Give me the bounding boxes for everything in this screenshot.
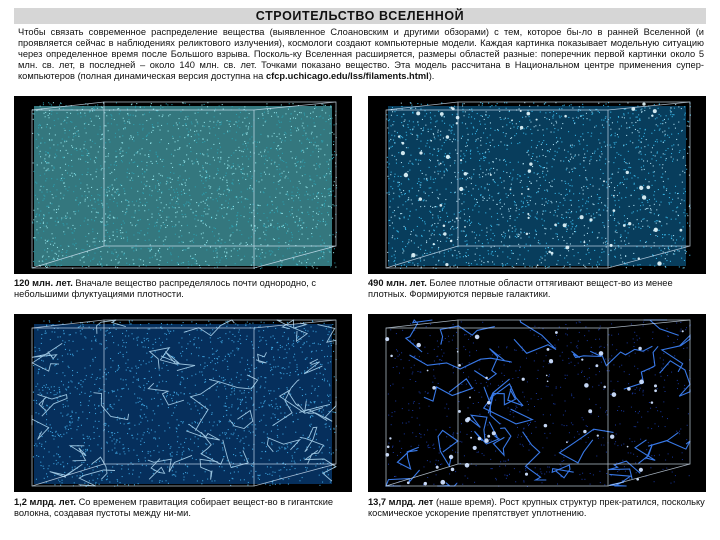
matter-points [386,102,691,269]
caption-time-490-myr: 490 млн. лет. [368,278,427,288]
caption-time-1-2-gyr: 1,2 млрд. лет. [14,497,76,507]
panel-490-myr [368,96,706,274]
caption-120-myr [14,278,352,300]
simulation-image-120-myr [14,96,352,274]
panel-1-2-gyr [14,314,352,492]
caption-text-490-myr: Более плотные области оттягивают вещест-во из менее плотных. Формируются первые галактики. [368,278,673,300]
caption-text-13-7-gyr: (наше время). Рост крупных структур прек-ратился, поскольку космическое ускорение препятствует уплотнению. [368,497,705,519]
page [14,8,706,536]
intro-link[interactable]: cfcp.uchicago.edu/lss/filaments.html [265,71,429,82]
simulation-image-1-2-gyr [14,314,352,492]
caption-13-7-gyr [368,497,706,519]
intro-tail: ). [428,71,435,82]
matter-points [32,102,337,269]
caption-time-120-myr: 120 млн. лет. [14,278,73,288]
intro-paragraph [18,27,704,82]
caption-490-myr [368,278,706,300]
panel-120-myr [14,96,352,274]
intro-text: Чтобы связать современное распределение вещества (выявленное Слоановским и другими обзорами) с тем, которое бы-ло в ранней Вселенной (и проявляется сейчас в наблюдениях реликтового излучения), космологи создают компьютерные модели. Каждая картинка показывает модельную ситуацию через определенное время после Большого взрыва. Посколь-ку Вселенная расширяется, размеры областей разные: поперечник первой картинки около 5 млн. св. лет, в последней – около 140 млн. св. лет. Точками показано вещество. Эта модель рассчитана в Национальном центре применения супер-компьютеров (полная динамическая версия доступна на [18,27,704,82]
simulation-image-490-myr [368,96,706,274]
panel-13-7-gyr [368,314,706,492]
caption-text-1-2-gyr: Со временем гравитация собирает вещест-во в гигантские волокна, создавая пустоты между ни-ми. [14,497,334,519]
simulation-image-13-7-gyr [368,314,706,492]
caption-text-120-myr: Вначале вещество распределялось почти однородно, с небольшими флуктуациями плотности. [14,278,317,300]
page-title: СТРОИТЕЛЬСТВО ВСЕЛЕННОЙ [14,8,706,24]
caption-1-2-gyr [14,497,352,519]
caption-time-13-7-gyr: 13,7 млрд. лет [368,497,434,507]
matter-points [33,320,337,487]
